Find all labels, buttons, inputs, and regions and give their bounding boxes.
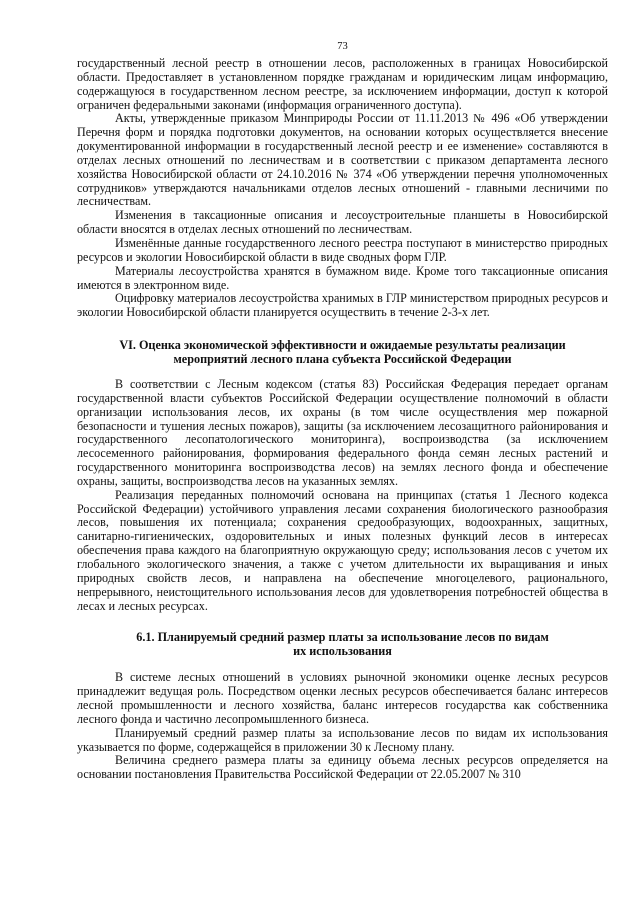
page-number: 73 [337,41,348,52]
paragraph-changed-data: Изменённые данные государственного лесного реестра поступают в министерство природных ресурсов и экологии Новосибирской области в виде сводных форм ГЛР. [77,235,608,264]
paragraph-acts: Акты, утвержденные приказом Минприроды России от 11.11.2013 № 496 «Об утверждении Перечня форм и порядка подготовки документов, на основании которых осуществляется внесение документированной информации в государственный лесной реестр и ее изменение» составляются в отделах лесных отношений по лесничествам и в соответствии с приказом департамента лесного хозяйства Новосибирской области от 24.10.2016 № 374 «Об утверждении перечня уполномоченных сотрудников» утверждаются начальниками отделов лесных отношений - главными лесничими по лесничествам. [77,111,608,209]
paragraph-materials-storage: Материалы лесоустройства хранятся в бумажном виде. Кроме того таксационные описания имеются в электронном виде. [77,263,608,292]
paragraph-taxation-changes: Изменения в таксационные описания и лесоустроительные планшеты в Новосибирской области вносятся в отделах лесных отношений по лесничествам. [77,208,608,237]
section-heading-line-1: VI. Оценка экономической эффективности и ожидаемые результаты реализации [119,338,566,353]
paragraph-principles: Реализация переданных полномочий основана на принципах (статья 1 Лесного кодекса Российской Федерации) устойчивого управления лесами сохранения биологического разнообразия лесов, повышения их потенциала; сохранения средообразующих, водоохранных, защитных, санитарно-гигиенических, оздоровительных и иных полезных функций лесов в интересах обеспечения права каждого на благоприятную окружающую среду; использования лесов с учетом их глобального экологического значения, а также с учетом длительности их выращивания и иных природных свойств лесов, и направлена на обеспечение многоцелевого, рационального, непрерывного, неистощительного использования лесов для удовлетворения потребностей общества в лесах и лесных ресурсах. [77,487,608,613]
subsection-heading [77,630,608,658]
section-heading [77,338,608,366]
subsection-heading-line-1: 6.1. Планируемый средний размер платы за использование лесов по видам [136,630,549,645]
paragraph-digitization: Оцифровку материалов лесоустройства хранимых в ГЛР министерством природных ресурсов и экологии Новосибирской области планируется осуществить в течение 2-3-х лет. [77,291,608,320]
paragraph-market-assessment: В системе лесных отношений в условиях рыночной экономики оценке лесных ресурсов принадлежит ведущая роль. Посредством оценки лесных ресурсов обеспечивается баланс интересов лесной промышленности и лесного хозяйства, баланс интересов государства как собственника лесного фонда и частично лесопромышленного бизнеса. [77,670,608,726]
paragraph-fee-value: Величина среднего размера платы за единицу объема лесных ресурсов определяется на основании постановления Правительства Российской Федерации от 22.05.2007 № 310 [77,753,608,782]
paragraph-forest-code: В соответствии с Лесным кодексом (статья 83) Российская Федерация передает органам государственной власти субъектов Российской Федерации осуществление полномочий в области организации использования лесов, их охраны (в том числе осуществления мер пожарной безопасности и тушения лесных пожаров), защиты (за исключением лесозащитного районирования и государственного лесопатологического мониторинга), воспроизводства (за исключением лесосеменного районирования, формирования федерального фонда семян лесных растений и государственного мониторинга воспроизводства лесов) на землях лесного фонда и обеспечение охраны, защиты, воспроизводства лесов на указанных землях. [77,377,608,488]
paragraph-registry-continuation: государственный лесной реестр в отношении лесов, расположенных в границах Новосибирской области. Предоставляет в установленном порядке гражданам и юридическим лицам информацию, содержащуюся в государственном лесном реестре, за исключением информации, доступ к которой ограничен федеральными законами (информация ограниченного доступа). [77,56,608,112]
subsection-heading-line-2: их использования [293,644,392,659]
document-page [77,40,608,782]
section-heading-line-2: мероприятий лесного плана субъекта Российской Федерации [173,352,512,367]
paragraph-planned-fee: Планируемый средний размер платы за использование лесов по видам их использования указывается по форме, содержащейся в приложении 30 к Лесному плану. [77,725,608,754]
